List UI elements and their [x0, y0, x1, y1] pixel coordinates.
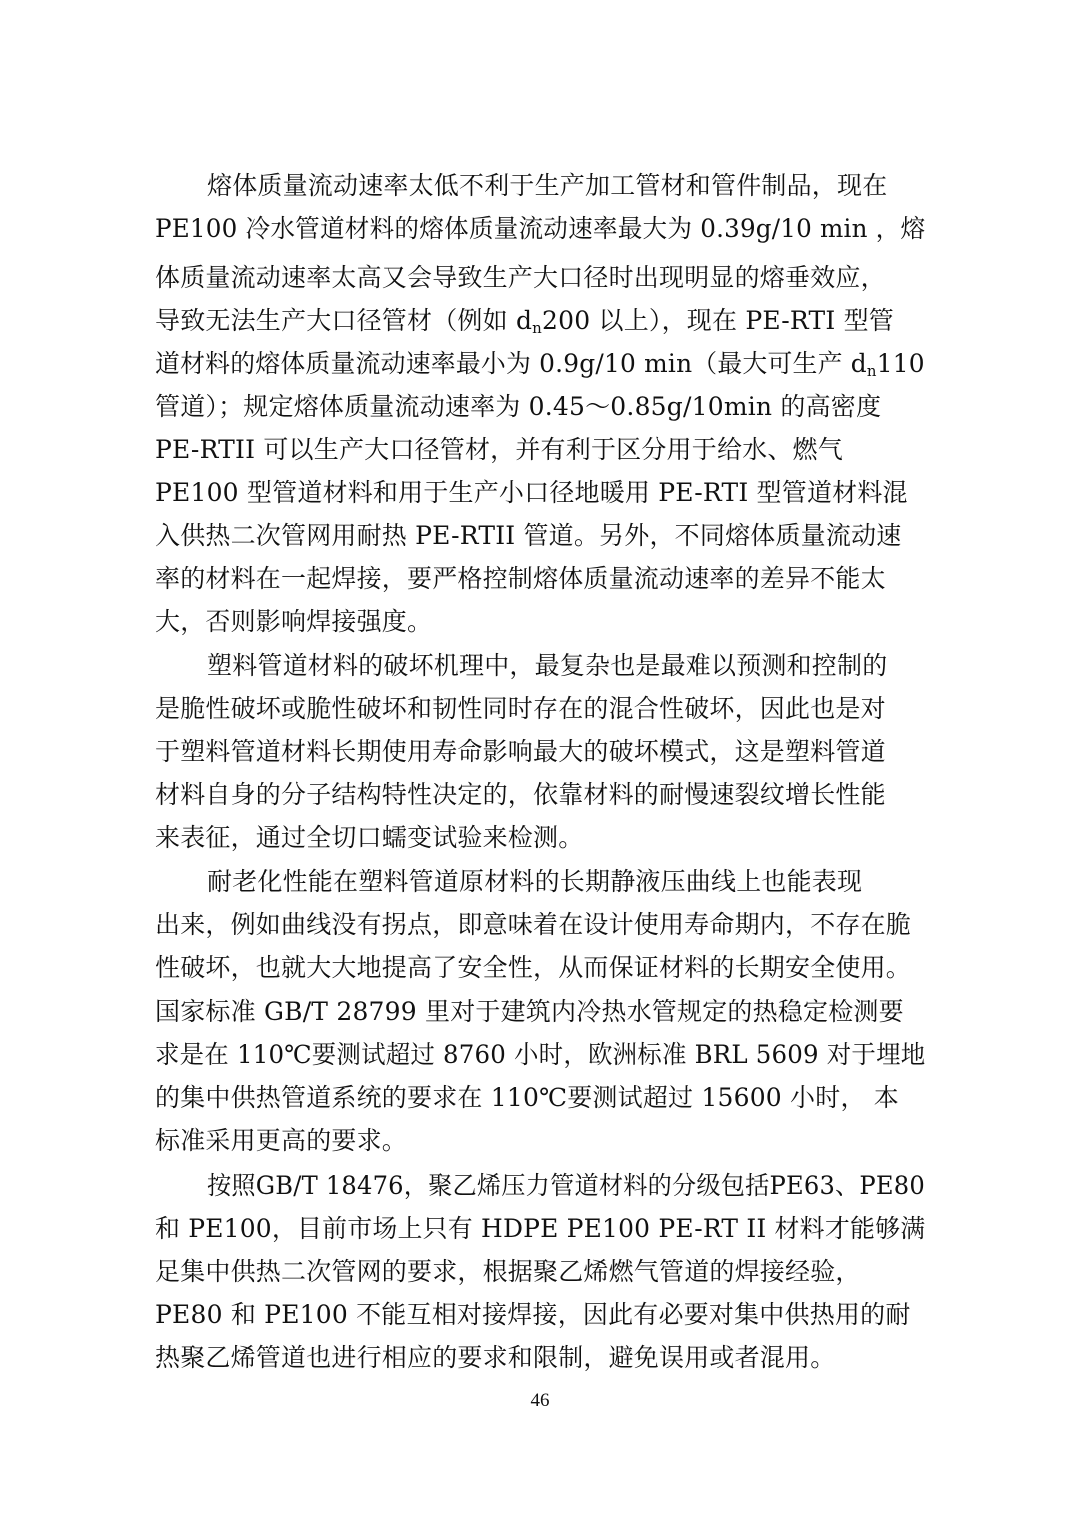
- text-line: 体质量流动速率太高又会导致生产大口径时出现明显的熔垂效应，: [155, 263, 886, 292]
- text-line: 标准采用更高的要求。: [155, 1126, 408, 1155]
- text-line: 管道）；规定熔体质量流动速率为 0.45～0.85g/10min 的高密度: [155, 392, 882, 421]
- text-segment: 道材料的熔体质量流动速率最小为 0.9g/10 min（最大可生产 d: [155, 349, 867, 378]
- text-line: 足集中供热二次管网的要求，根据聚乙烯燃气管道的焊接经验，: [155, 1257, 861, 1286]
- text-line: 性破坏，也就大大地提高了安全性，从而保证材料的长期安全使用。: [155, 953, 912, 982]
- text-line: PE100 型管道材料和用于生产小口径地暖用 PE-RTI 型管道材料混: [155, 478, 908, 507]
- subscript: n: [866, 362, 877, 380]
- text-line: 热聚乙烯管道也进行相应的要求和限制，避免误用或者混用。: [155, 1343, 836, 1372]
- text-line: PE100 冷水管道材料的熔体质量流动速率最大为 0.39g/10 min ，熔: [155, 214, 926, 243]
- text-line: 按照GB/T 18476，聚乙烯压力管道材料的分级包括PE63、PE80: [207, 1171, 925, 1200]
- text-line: 和 PE100，目前市场上只有 HDPE PE100 PE-RT II 材料才能够满: [155, 1214, 926, 1243]
- text-line: 大，否则影响焊接强度。: [155, 607, 433, 636]
- text-line: PE80 和 PE100 不能互相对接焊接，因此有必要对集中供热用的耐: [155, 1300, 911, 1329]
- text-line: [155, 344, 925, 384]
- text-line: 熔体质量流动速率太低不利于生产加工管材和管件制品，现在: [207, 171, 888, 200]
- text-line: [155, 301, 894, 341]
- text-line: 于塑料管道材料长期使用寿命影响最大的破坏模式，这是塑料管道: [155, 737, 886, 766]
- text-line: 耐老化性能在塑料管道原材料的长期静液压曲线上也能表现: [207, 867, 863, 896]
- text-line: 入供热二次管网用耐热 PE-RTII 管道。另外，不同熔体质量流动速: [155, 521, 902, 550]
- text-line: 材料自身的分子结构特性决定的，依靠材料的耐慢速裂纹增长性能: [155, 780, 886, 809]
- text-line: 求是在 110℃要测试超过 8760 小时，欧洲标准 BRL 5609 对于埋地: [155, 1040, 926, 1069]
- subscript: n: [532, 319, 543, 337]
- text-line: PE-RTII 可以生产大口径管材，并有利于区分用于给水、燃气: [155, 435, 843, 464]
- text-line: 出来，例如曲线没有拐点，即意味着在设计使用寿命期内，不存在脆: [155, 910, 912, 939]
- text-line: 国家标准 GB/T 28799 里对于建筑内冷热水管规定的热稳定检测要: [155, 997, 904, 1026]
- text-line: 的集中供热管道系统的要求在 110℃要测试超过 15600 小时， 本: [155, 1083, 900, 1112]
- text-line: 塑料管道材料的破坏机理中，最复杂也是最难以预测和控制的: [207, 651, 888, 680]
- text-line: 率的材料在一起焊接，要严格控制熔体质量流动速率的差异不能太: [155, 564, 886, 593]
- text-segment: 导致无法生产大口径管材（例如 d: [155, 306, 533, 335]
- text-line: 来表征，通过全切口蠕变试验来检测。: [155, 823, 584, 852]
- page-number: 46: [530, 1390, 550, 1411]
- text-line: 是脆性破坏或脆性破坏和韧性同时存在的混合性破坏，因此也是对: [155, 694, 886, 723]
- text-segment: 110: [876, 349, 925, 378]
- text-segment: 200 以上），现在 PE-RTI 型管: [542, 306, 895, 335]
